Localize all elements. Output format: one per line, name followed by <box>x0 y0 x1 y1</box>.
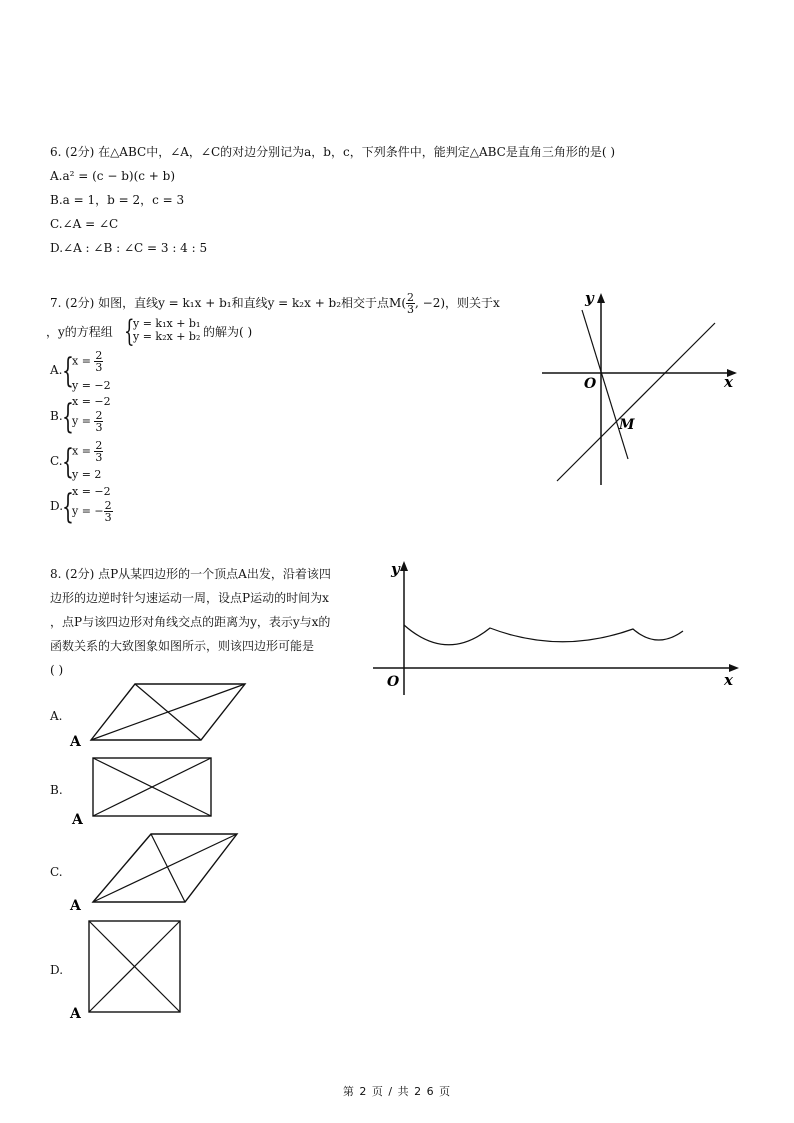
q8-graph <box>365 555 745 700</box>
q7-system-line1: y = k₁x + b₁ <box>133 317 201 330</box>
vertex-a-label: A <box>72 812 83 826</box>
option-label: D. <box>50 499 64 513</box>
q8-stem-line: 边形的边逆时针匀速运动一周，设点P运动的时间为x <box>50 591 329 605</box>
vertex-a-label: A <box>70 1006 81 1022</box>
vertex-a-label: A <box>70 898 81 914</box>
q8-option-b-label: B. <box>50 783 63 797</box>
option-line1 <box>72 350 103 373</box>
q8-stem-line: ( ) <box>50 663 64 677</box>
q6-option-d: D.∠A : ∠B : ∠C = 3 : 4 : 5 <box>50 241 208 255</box>
option-fraction <box>104 500 113 523</box>
option-fraction <box>94 440 103 463</box>
frac-num: 2 <box>95 349 103 362</box>
y-axis-label: y <box>391 560 400 578</box>
y-axis-arrow <box>597 293 605 303</box>
option-brace: { <box>62 351 74 391</box>
q6-option-b: B.a = 1，b = 2，c = 3 <box>50 193 185 207</box>
option-brace: { <box>62 397 74 437</box>
q7-stem-line3: 的解为( ) <box>203 325 253 339</box>
option-line1: x = −2 <box>72 395 111 408</box>
page-footer: 第 2 页 / 共 2 6 页 <box>342 1085 452 1098</box>
option-text: x = <box>72 354 95 368</box>
q8-option-a-figure <box>65 680 255 750</box>
q8-stem-line: ，点P与该四边形对角线交点的距离为y，表示y与x的 <box>50 615 331 629</box>
q8-option-d-figure <box>65 915 195 1025</box>
line-2 <box>557 323 715 481</box>
vertex-a-label: A <box>70 734 81 750</box>
diagonal <box>93 834 237 902</box>
frac-den: 3 <box>95 451 103 464</box>
option-fraction <box>94 410 103 433</box>
frac-num: 2 <box>95 409 103 422</box>
y-axis-label: y <box>585 289 594 307</box>
q7-stem-part1: 7. (2分) 如图，直线y = k₁x + b₁和直线y = k₂x + b₂相交于点M( <box>50 296 407 310</box>
point-m-label: M <box>619 417 635 433</box>
q8-option-d-label: D. <box>50 963 64 977</box>
q8-stem <box>50 562 331 682</box>
q8-option-b-figure <box>65 752 225 826</box>
option-text: y = − <box>72 504 104 518</box>
option-label: B. <box>50 409 63 423</box>
option-label: C. <box>50 454 63 468</box>
frac-num: 2 <box>95 439 103 452</box>
q7-system-line2: y = k₂x + b₂ <box>133 330 201 343</box>
q7-stem <box>50 292 500 315</box>
q6-option-a: A.a² = (c − b)(c + b) <box>50 169 176 183</box>
option-brace: { <box>62 487 74 527</box>
q8-stem-line: 8. (2分) 点P从某四边形的一个顶点A出发，沿着该四 <box>50 567 331 581</box>
frac-den: 3 <box>104 511 112 524</box>
frac-den: 3 <box>95 361 103 374</box>
option-line1: x = −2 <box>72 485 111 498</box>
q7-stem-fraction <box>406 292 415 315</box>
option-label: A. <box>50 363 63 377</box>
frac-num: 2 <box>407 291 415 304</box>
option-line2 <box>72 410 103 433</box>
option-line2: y = −2 <box>72 379 111 392</box>
option-text: y = <box>72 414 95 428</box>
x-axis-label: x <box>724 671 733 689</box>
q8-option-c-figure <box>65 828 255 916</box>
option-line2 <box>72 500 113 523</box>
q8-stem-line: 函数关系的大致图象如图所示，则该四边形可能是 <box>50 639 315 653</box>
q7-stem-line2 <box>46 324 113 340</box>
q6-stem: 6. (2分) 在△ABC中，∠A，∠C的对边分别记为a，b，c，下列条件中，能判定△ABC是直角三角形的是( ) <box>50 145 616 159</box>
origin-label: O <box>584 376 597 392</box>
diagonal <box>135 684 201 740</box>
function-curve <box>404 625 683 645</box>
frac-num: 2 <box>104 499 112 512</box>
q7-graph <box>530 285 750 495</box>
q7-system <box>133 317 200 343</box>
frac-den: 3 <box>407 303 415 316</box>
origin-label: O <box>387 674 400 690</box>
q7-stem-part2: , −2)，则关于x <box>415 296 500 310</box>
q7-system-brace: { <box>124 314 135 349</box>
option-line1 <box>72 440 103 463</box>
q8-option-a-label: A. <box>50 709 63 723</box>
option-line2: y = 2 <box>72 468 102 481</box>
diagonal <box>151 834 185 902</box>
q8-option-c-label: C. <box>50 865 63 879</box>
option-brace: { <box>62 442 74 482</box>
x-axis-label: x <box>724 373 733 391</box>
q7-stem-part3: ，y的方程组 <box>46 325 113 339</box>
frac-den: 3 <box>95 421 103 434</box>
option-text: x = <box>72 444 95 458</box>
y-axis-arrow <box>400 561 408 571</box>
q6-option-c: C.∠A = ∠C <box>50 217 119 231</box>
option-fraction <box>94 350 103 373</box>
